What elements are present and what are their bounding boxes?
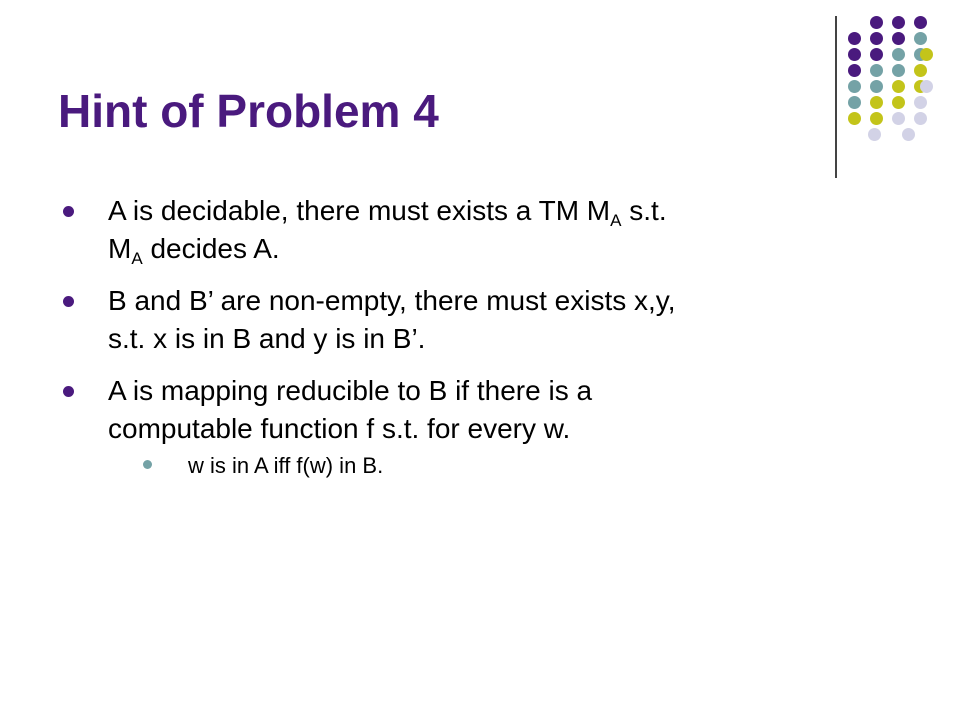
decorative-dot (870, 16, 883, 29)
decorative-dot (914, 16, 927, 29)
decorative-dot (892, 96, 905, 109)
decorative-dot (892, 112, 905, 125)
sub-bullet-text: w is in A iff f(w) in B. (188, 453, 384, 478)
decorative-dot (892, 32, 905, 45)
bullet-text: B and B’ are non-empty, there must exists x,y, s.t. x is in B and y is in B’. (108, 285, 676, 354)
sub-bullet-item (108, 450, 830, 482)
slide-title: Hint of Problem 4 (58, 85, 439, 137)
decorative-dot (892, 48, 905, 61)
decorative-dot (914, 32, 927, 45)
bullet-dot-icon (63, 386, 74, 397)
bullet-text: A is mapping reducible to B if there is a computable function f s.t. for every w. (108, 375, 593, 444)
decorative-dot (848, 32, 861, 45)
decorative-dot (892, 80, 905, 93)
bullet-item-decidable (60, 192, 830, 268)
decorative-dot (848, 80, 861, 93)
decorative-dot (914, 48, 927, 61)
decorative-dot (848, 96, 861, 109)
decorative-dot (870, 80, 883, 93)
decorative-dot (902, 128, 915, 141)
decorative-dot (870, 48, 883, 61)
decorative-dot (870, 112, 883, 125)
decorative-divider-line (835, 16, 837, 178)
decorative-dot (892, 16, 905, 29)
bullet-item-non-empty (60, 282, 830, 358)
bullet-dot-icon (63, 206, 74, 217)
bullet-text: A is decidable, there must exists a TM $M_A$ s.t. $M_A$ decides A. (108, 195, 667, 268)
sub-bullet-dot-icon (143, 460, 152, 469)
decorative-dot (870, 96, 883, 109)
decorative-dot (870, 64, 883, 77)
decorative-dot (870, 32, 883, 45)
bullet-list (60, 192, 830, 496)
decorative-dot (868, 128, 881, 141)
decorative-dot (914, 96, 927, 109)
decorative-dot (914, 64, 927, 77)
bullet-item-mapping-reducible (60, 372, 830, 482)
decorative-dot (920, 48, 933, 61)
decorative-dot (914, 80, 927, 93)
decorative-dot (892, 64, 905, 77)
bullet-dot-icon (63, 296, 74, 307)
decorative-dot (914, 112, 927, 125)
decorative-dot (920, 80, 933, 93)
decorative-dot (848, 64, 861, 77)
decorative-dot (848, 112, 861, 125)
decorative-dot (848, 48, 861, 61)
